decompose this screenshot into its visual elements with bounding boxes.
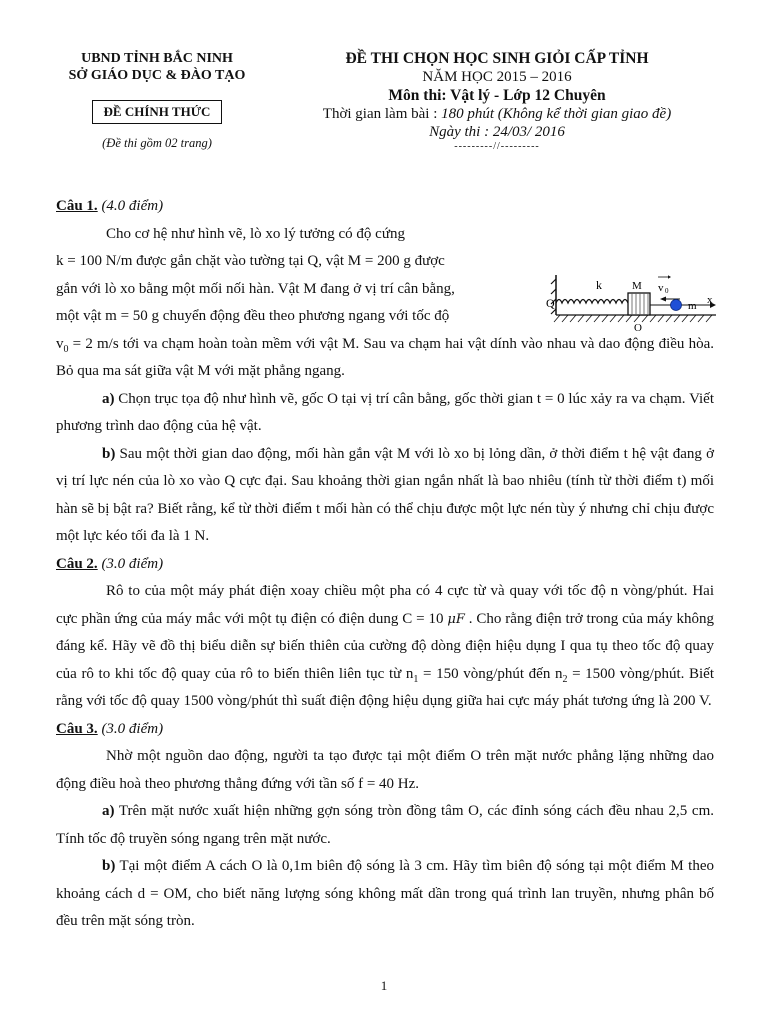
label-x: x — [707, 293, 713, 306]
q1-b-text: Sau một thời gian dao động, mối hàn gắn vật M với lò xo bị lỏng dần, ở thời điểm t hệ vật đang ở vị trí lực nén của lò xo vào Q cực đại. Sau khoảng thời gian ngắn nhất là bao nhiêu (tính từ thời điểm t) mối hàn sẽ bị bật ra? Biết rằng, kể từ thời điểm t mối hàn có thể chịu được một lực nén tùy ý nhưng chỉ chịu được một lực kéo tối đa là 1 N. — [56, 445, 714, 544]
q3-b-label: b) — [102, 858, 116, 874]
time-prefix: Thời gian làm bài : — [322, 106, 442, 122]
floor-hatching — [554, 315, 712, 322]
q1-intro-wrapped — [56, 221, 510, 331]
header-right — [292, 50, 702, 153]
spring — [556, 299, 628, 303]
exam-body — [56, 193, 714, 936]
exam-date: Ngày thi : 24/03/ 2016 — [429, 124, 565, 140]
q3-points: (3.0 điểm) — [101, 720, 164, 737]
q2-points: (3.0 điểm) — [101, 555, 164, 572]
ball-m — [671, 299, 682, 310]
velocity-arrow — [660, 296, 666, 301]
q1-part-b — [56, 441, 714, 551]
q1-points: (4.0 điểm) — [101, 198, 164, 214]
q3-intro: Nhờ một nguồn dao động, người ta tạo được tại một điểm O trên mặt nước phẳng lặng những dao động điều hoà theo phương thẳng đứng với tần số f = 40 Hz. — [56, 748, 714, 792]
label-k: k — [596, 277, 602, 292]
q2-title — [56, 551, 714, 579]
q1-block — [56, 221, 714, 334]
q2-text-4: = 1500 vòng/phút. Biết rằng với tốc độ quay 1500 vòng/phút thì suất điện động hiệu dụng giữa hai cực máy phát tương ứng là 200 V. — [56, 665, 715, 709]
q2-label: Câu 2. — [56, 555, 98, 572]
label-M: M — [632, 279, 642, 292]
page-number: 1 — [380, 978, 388, 993]
q1-line-2: k = 100 N/m được gắn chặt vào tường tại Q, vật M = 200 g được — [56, 253, 445, 269]
q1-line-4: một vật m = 50 g chuyển động đều theo phương ngang với tốc độ — [56, 308, 450, 324]
q3-a-label: a) — [102, 803, 115, 819]
label-O: O — [634, 321, 642, 334]
q1-intro-rest-text: = 2 m/s tới va chạm hoàn toàn mềm với vật M. Sau va chạm hai vật dính vào nhau và dao động điều hòa. Bỏ qua ma sát giữa vật M với mặt phẳng ngang. — [56, 335, 714, 379]
province-name: UBND TỈNH BẮC NINH — [81, 51, 233, 66]
header-separator: ---------//--------- — [454, 141, 540, 152]
q1-a-label: a) — [102, 390, 115, 407]
department-name: SỞ GIÁO DỤC & ĐÀO TẠO — [68, 68, 246, 83]
q2-text-2: . Cho rằng điện trở trong của máy không đáng kể. Hãy vẽ đồ thị biểu diễn sự biến thiên của cường độ dòng điện hiệu dụng I qua tụ theo tốc độ quay của rô to khi tốc độ quay của rô to biến thiên liên tục từ n — [56, 610, 714, 682]
q3-part-b — [56, 853, 714, 936]
subject: Môn thi: Vật lý - Lớp 12 Chuyên — [388, 87, 606, 104]
q1-intro-rest — [56, 331, 714, 386]
q1-a-text: Chọn trục tọa độ như hình vẽ, gốc O tại vị trí cân bằng, gốc thời gian t = 0 lúc xảy ra va chạm. Viết phương trình dao động của hệ vật. — [56, 390, 714, 434]
label-v0-sub: 0 — [665, 286, 669, 295]
header-left — [62, 50, 252, 151]
q3-label: Câu 3. — [56, 720, 98, 737]
label-v0: v — [658, 281, 664, 294]
pages-note: (Đề thi gồm 02 trang) — [102, 136, 212, 150]
block-M — [628, 293, 650, 315]
q1-part-a — [56, 386, 714, 441]
n1-sub: 1 — [413, 673, 419, 685]
q1-line-3: gắn với lò xo bằng một mối nối hàn. Vật M đang ở vị trí cân bằng, — [56, 280, 455, 297]
school-year: NĂM HỌC 2015 – 2016 — [422, 69, 572, 85]
microfarad-unit: μF — [447, 611, 465, 627]
q2-text — [56, 578, 714, 716]
q1-title — [56, 193, 714, 221]
v0-symbol: v — [56, 335, 64, 352]
exam-title: ĐỀ THI CHỌN HỌC SINH GIỎI CẤP TỈNH — [345, 50, 649, 67]
q3-a-text: Trên mặt nước xuất hiện những gợn sóng tròn đồng tâm O, các đỉnh sóng cách đều nhau 2,5 cm. Tính tốc độ truyền sóng ngang trên mặt nước. — [56, 803, 714, 847]
v0-bar-arrow — [668, 275, 671, 278]
label-m: m — [688, 299, 697, 312]
v0-sub: 0 — [63, 343, 69, 355]
q2-text-1: Rô to của một máy phát điện xoay chiều một pha có 4 cực từ và quay với tốc độ n vòng/phút. Hai cực phần ứng của máy mắc với một tụ điện có điện dung C = 10 — [56, 583, 714, 627]
q1-b-label: b) — [102, 445, 116, 462]
q2-text-3: = 150 vòng/phút đến n — [418, 665, 563, 682]
q1-label: Câu 1. — [56, 198, 98, 214]
spring-mass-figure — [544, 267, 719, 337]
time-value: 180 phút (Không kể thời gian giao đề) — [441, 106, 672, 122]
q3-part-a — [56, 798, 714, 853]
q3-title — [56, 716, 714, 744]
n2-sub: 2 — [562, 673, 568, 685]
label-Q: Q — [546, 295, 555, 310]
exam-time — [292, 105, 702, 123]
q3-b-text: Tại một điểm A cách O là 0,1m biên độ sóng là 3 cm. Hãy tìm biên độ sóng tại một điểm M theo khoảng cách d = OM, cho biết năng lượng sóng không mất dần trong quá trình lan truyền, nhưng phân bố đều trên mặt sóng tròn. — [56, 858, 714, 929]
official-badge: ĐỀ CHÍNH THỨC — [92, 100, 222, 124]
q1-line-1: Cho cơ hệ như hình vẽ, lò xo lý tưởng có độ cứng — [106, 225, 405, 242]
